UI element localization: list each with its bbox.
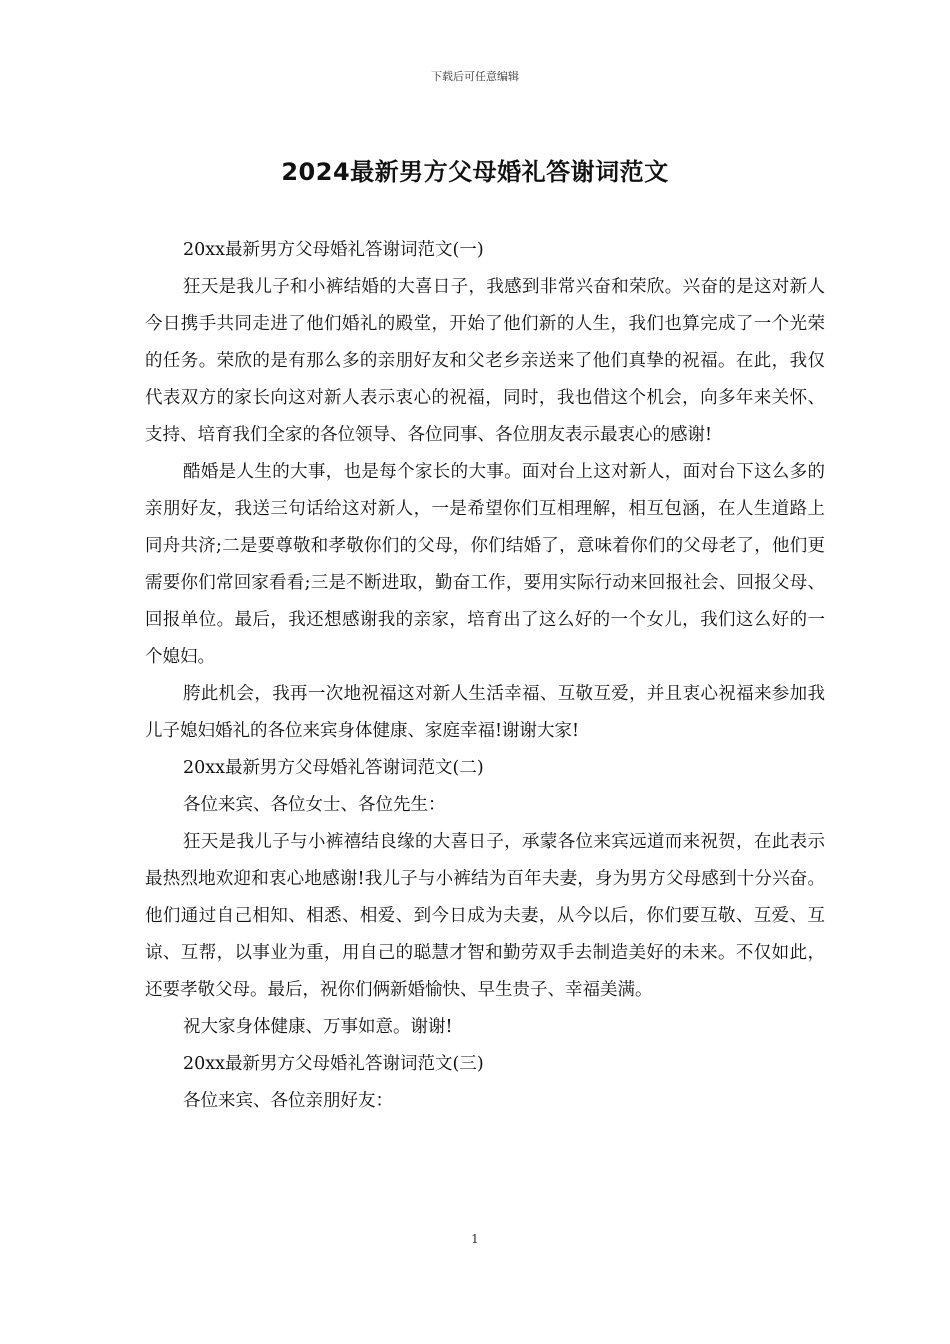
body-paragraph: 胯此机会，我再一次地祝福这对新人生活幸福、互敬互爱，并且衷心祝福来参加我儿子媳妇婚礼的各位来宾身体健康、家庭幸福!谢谢大家! <box>145 684 825 741</box>
body-paragraph: 狂天是我儿子和小裤结婚的大喜日子，我感到非常兴奋和荣欣。兴奋的是这对新人今日携手共同走进了他们婚礼的殿堂，开始了他们新的人生，我们也算完成了一个光荣的任务。荣欣的是有那么多的亲朋好友和父老乡亲送来了他们真挚的祝福。在此，我仅代表双方的家长向这对新人表示衷心的祝福，同时，我也借这个机会，向多年来关怀、支持、培育我们全家的各位领导、各位同事、各位朋友表示最衷心的感谢! <box>145 277 825 445</box>
section-heading-2: 20xx最新男方父母婚礼答谢词范文(二) <box>183 758 484 778</box>
salutation: 各位来宾、各位亲朋好友： <box>183 1091 393 1111</box>
body-paragraph: 祝大家身体健康、万事如意。谢谢! <box>183 1017 453 1037</box>
body-paragraph: 酷婚是人生的大事，也是每个家长的大事。面对台上这对新人，面对台下这么多的亲朋好友，我送三句话给这对新人，一是希望你们互相理解，相互包涵，在人生道路上同舟共济;二是要尊敬和孝敬你们的父母，你们结婚了，意味着你们的父母老了，他们更需要你们常回家看看;三是不断进取，勤奋工作，要用实际行动来回报社会、回报父母、回报单位。最后，我还想感谢我的亲家，培育出了这么好的一个女儿，我们这么好的一个媳妇。 <box>145 462 825 667</box>
section-heading-3: 20xx最新男方父母婚礼答谢词范文(三) <box>183 1054 484 1074</box>
page-number: 1 <box>471 1232 479 1246</box>
document-body <box>145 232 825 1120</box>
salutation: 各位来宾、各位女士、各位先生： <box>183 795 446 815</box>
document-title: 2024最新男方父母婚礼答谢词范文 <box>281 158 669 186</box>
section-heading-1: 20xx最新男方父母婚礼答谢词范文(一) <box>183 240 484 260</box>
page-header-note: 下载后可任意编辑 <box>431 70 519 83</box>
body-paragraph: 狂天是我儿子与小裤禧结良缘的大喜日子，承蒙各位来宾远道而来祝贺，在此表示最热烈地欢迎和衷心地感谢!我儿子与小裤结为百年夫妻，身为男方父母感到十分兴奋。他们通过自己相知、相悉、相爱、到今日成为夫妻，从今以后，你们要互敬、互爱、互谅、互帮，以事业为重，用自己的聪慧才智和勤劳双手去制造美好的未来。不仅如此，还要孝敬父母。最后，祝你们俩新婚愉快、早生贵子、幸福美满。 <box>145 832 825 1000</box>
